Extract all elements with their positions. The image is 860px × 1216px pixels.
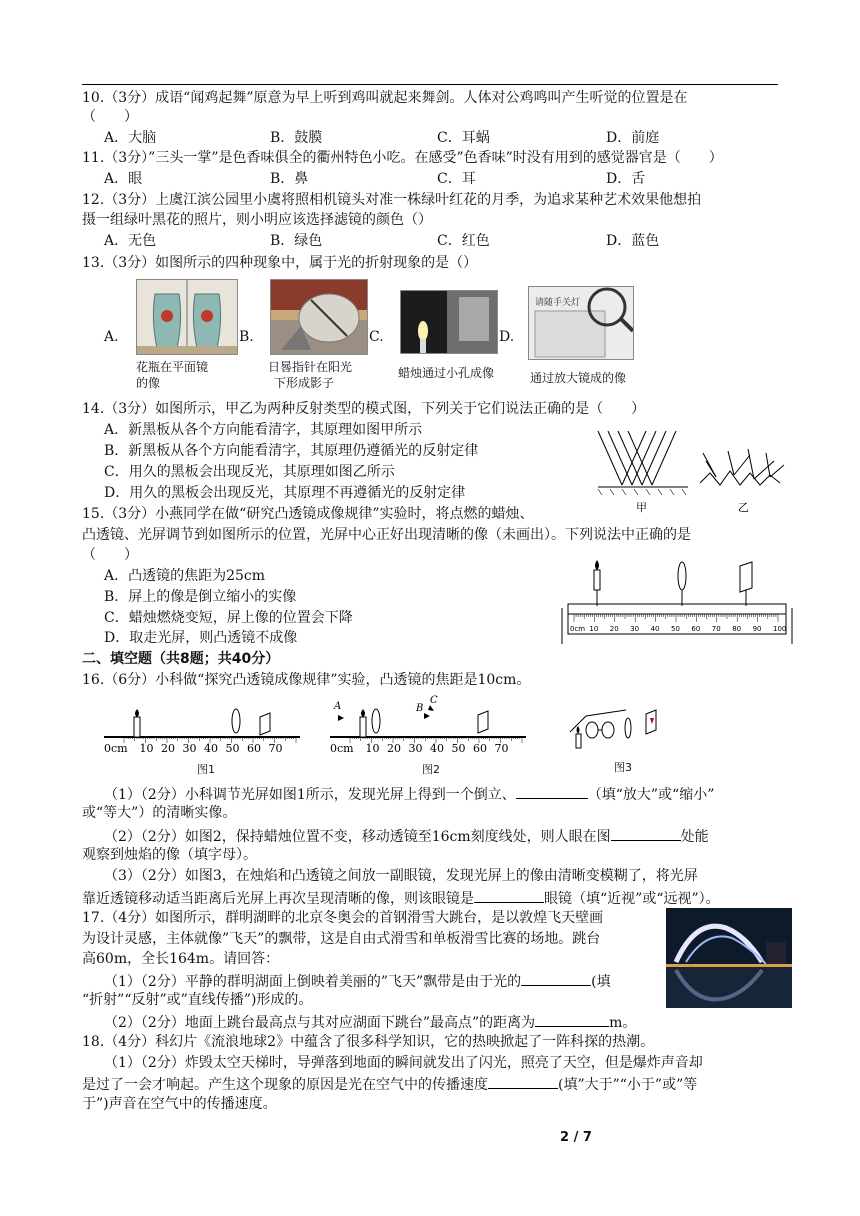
q17-line-2: 为设计灵感，主体就像”飞天”的飘带，这是自由式滑雪和单板滑雪比赛的场地。跳台 [82, 931, 601, 947]
q17-line-3: 高60m，全长164m。请回答： [82, 951, 280, 967]
q14-option-a[interactable]: A．新黑板从各个方向能看清字，其原理如图甲所示 [104, 422, 423, 438]
q16-figure-1 [104, 703, 300, 753]
q13-stem: 13.（3分）如图所示的四种现象中，属于光的折射现象的是（） [82, 255, 478, 271]
q17-part1-line2: “折射”“反射”或”直线传播”)形成的。 [82, 992, 313, 1008]
q15-stem-1: 15.（3分）小燕同学在做“研究凸透镜成像规律”实验时，将点燃的蜡烛、 [82, 506, 534, 522]
header-rule [82, 84, 778, 85]
q16-part2-line2: 观察到烛焰的像（填字母）。 [82, 847, 257, 863]
q13-caption-b-2: 下形成影子 [274, 376, 335, 390]
q16-ruler-label: 40 [430, 742, 444, 753]
q17-blank-2[interactable] [535, 1012, 609, 1027]
q16-caption-fig2: 图2 [422, 763, 440, 776]
q13-letter-a[interactable]: A. [104, 329, 119, 345]
q11-option-b[interactable]: B．鼻 [270, 171, 309, 187]
q16-ruler-label: 30 [182, 742, 197, 753]
q16-blank-3[interactable] [474, 888, 544, 903]
q12-option-b[interactable]: B．绿色 [270, 233, 323, 249]
q14-option-b[interactable]: B．新黑板从各个方向能看清字，其原理仍遵循光的反射定律 [104, 443, 479, 459]
q16-letter-c: C [430, 695, 438, 706]
q16-part1-line1: （1）（2分）小科调节光屏如图1所示，发现光屏上得到一个倒立、 （填“放大”或“缩小” [104, 784, 714, 804]
q11-option-a[interactable]: A．眼 [104, 171, 143, 187]
page-number: 2 / 7 [560, 1130, 592, 1145]
q15-stem-2: 凸透镜、光屏调节到如图所示的位置，光屏中心正好出现清晰的像（未画出）。下列说法中正确的是 [82, 527, 691, 543]
q14-stem: 14.（3分）如图所示，甲乙为两种反射类型的模式图，下列关于它们说法正确的是（ ） [82, 401, 646, 417]
q15-option-d[interactable]: D．取走光屏，则凸透镜不成像 [104, 630, 298, 646]
q15-ruler-label: 80 [732, 625, 742, 633]
q13-image-magnifier [528, 286, 634, 360]
q11-stem: 11.（3分）”三头一掌”是色香味俱全的衢州特色小吃。在感受”色香味”时没有用到的感觉器官是（ ） [82, 150, 723, 166]
q13-image-vase [136, 279, 238, 355]
q15-ruler-label: 10 [589, 625, 599, 633]
q10-option-c[interactable]: C．耳蜗 [437, 130, 490, 146]
q16-blank-1[interactable] [516, 784, 588, 799]
q16-ruler-label: 40 [204, 742, 218, 753]
q16-ruler-label: 0cm [330, 742, 354, 753]
q13-letter-c[interactable]: C. [369, 329, 384, 345]
q16-ruler-label: 50 [451, 742, 466, 753]
q15-ruler-label: 40 [650, 625, 660, 633]
q15-ruler-label: 0cm [570, 625, 586, 633]
q15-ruler-label: 60 [691, 625, 701, 633]
q16-ruler-label: 10 [365, 742, 380, 753]
q15-ruler-label: 70 [711, 625, 721, 633]
q15-option-c[interactable]: C．蜡烛燃烧变短，屏上像的位置会下降 [104, 610, 353, 626]
q18-blank-1[interactable] [488, 1074, 558, 1089]
q10-option-a[interactable]: A．大脑 [104, 130, 157, 146]
q16-blank-2[interactable] [611, 826, 681, 841]
q14-fig-label-jia: 甲 [636, 501, 647, 514]
q15-ruler-label: 50 [671, 625, 680, 633]
q13-sign-text: 请随手关灯 [535, 298, 581, 308]
q16-figure-3 [556, 706, 672, 754]
q16-ruler-label: 60 [247, 742, 261, 753]
q11-option-d[interactable]: D．舌 [606, 171, 646, 187]
q18-part1-line2: 是过了一会才响起。产生这个现象的原因是光在空气中的传播速度 (填”大于”“小于”或”等 [82, 1074, 697, 1094]
q14-option-d[interactable]: D．用久的黑板会出现反光，其原理不再遵循光的反射定律 [104, 485, 466, 501]
q13-letter-b[interactable]: B. [239, 329, 254, 345]
q15-ruler-label: 20 [609, 625, 619, 633]
q10-option-d[interactable]: D．前庭 [606, 130, 660, 146]
q13-image-sundial [270, 279, 368, 355]
q16-part2-line1: （2）（2分）如图2，保持蜡烛位置不变，移动透镜至16cm刻度线处，则人眼在图 处能 [104, 826, 709, 846]
q16-ruler-label: 70 [268, 742, 283, 753]
q16-ruler-label: 60 [473, 742, 487, 753]
q16-caption-fig1: 图1 [197, 763, 215, 776]
q15-paren: （ ） [82, 547, 138, 563]
q13-caption-c: 蜡烛通过小孔成像 [398, 366, 495, 380]
q15-ruler-label: 100 [773, 625, 787, 633]
q12-stem-2: 摄一组绿叶黑花的照片，则小明应该选择滤镜的颜色（） [82, 212, 432, 228]
q16-part3-line2: 靠近透镜移动适当距离后光屏上再次呈现清晰的像，则该眼镜是 眼镜（填“近视”或“远视”）。 [82, 888, 720, 908]
q16-figure-2 [330, 695, 526, 753]
q17-blank-1[interactable] [521, 971, 591, 986]
q16-ruler-label: 70 [494, 742, 509, 753]
q12-option-a[interactable]: A．无色 [104, 233, 157, 249]
q13-caption-a-1: 花瓶在平面镜 [136, 360, 209, 374]
q16-letter-b: B [416, 703, 424, 714]
q18-stem: 18.（4分）科幻片《流浪地球2》中蕴含了很多科学知识，它的热映掀起了一阵科探的热潮。 [82, 1034, 655, 1050]
q17-part1-line1: （1）（2分）平静的群明湖面上倒映着美丽的”飞天”飘带是由于光的 (填 [104, 971, 611, 991]
q10-paren: （ ） [82, 109, 138, 125]
q11-option-c[interactable]: C．耳 [437, 171, 476, 187]
q18-part1-line1: （1）（2分）炸毁太空天梯时，导弹落到地面的瞬间就发出了闪光，照亮了天空，但是爆炸声音却 [104, 1055, 703, 1071]
q16-ruler-label: 30 [408, 742, 423, 753]
q16-ruler-label: 10 [139, 742, 154, 753]
q14-reflection-diagram [588, 425, 788, 515]
q13-caption-a-2: 的像 [136, 376, 161, 390]
q13-caption-d: 通过放大镜成的像 [530, 371, 627, 385]
section-2-heading: 二、填空题（共8题；共40分） [82, 651, 280, 667]
q16-ruler-label: 0cm [104, 742, 128, 753]
q16-ruler-label: 20 [387, 742, 401, 753]
q15-option-b[interactable]: B．屏上的像是倒立缩小的实像 [104, 589, 297, 605]
q10-stem: 10.（3分）成语“闻鸡起舞”原意为早上听到鸡叫就起来舞剑。人体对公鸡鸣叫产生听觉的位置是在 [82, 90, 688, 106]
q17-line-1: 17.（4分）如图所示，群明湖畔的北京冬奥会的首钢滑雪大跳台，是以敦煌飞天壁画 [82, 910, 604, 926]
q13-caption-b-1: 日晷指针在阳光 [268, 360, 353, 374]
q14-option-c[interactable]: C．用久的黑板会出现反光，其原理如图乙所示 [104, 464, 395, 480]
q16-part1-line2: 或“等大”）的清晰实像。 [82, 805, 237, 821]
q12-option-c[interactable]: C．红色 [437, 233, 490, 249]
q12-option-d[interactable]: D．蓝色 [606, 233, 660, 249]
q16-stem: 16.（6分）小科做“探究凸透镜成像规律”实验，凸透镜的焦距是10cm。 [82, 672, 531, 688]
q17-ski-jump-photo [666, 908, 792, 1008]
q16-caption-fig3: 图3 [614, 761, 632, 774]
q16-ruler-label: 50 [225, 742, 240, 753]
q18-part1-line3: 于”)声音在空气中的传播速度。 [82, 1096, 277, 1112]
q16-part3-line1: （3）（2分）如图3，在烛焰和凸透镜之间放一副眼镜，发现光屏上的像由清晰变模糊了，将光屏 [104, 868, 698, 884]
q15-ruler-label: 90 [752, 625, 762, 633]
q15-ruler-label: 30 [630, 625, 640, 633]
q14-fig-label-yi: 乙 [738, 501, 749, 514]
q13-letter-d[interactable]: D. [499, 329, 515, 345]
q16-ruler-label: 20 [161, 742, 175, 753]
q15-option-a[interactable]: A．凸透镜的焦距为25cm [104, 568, 266, 584]
q12-stem-1: 12.（3分）上虞江滨公园里小虞将照相机镜头对准一株绿叶红花的月季，为追求某种艺术效果他想拍 [82, 192, 702, 208]
q13-image-pinhole [400, 290, 498, 354]
q17-part2: （2）（2分）地面上跳台最高点与其对应湖面下跳台”最高点”的距离为 m。 [104, 1012, 636, 1032]
q16-letter-a: A [334, 701, 342, 712]
q10-option-b[interactable]: B．鼓膜 [270, 130, 323, 146]
q15-optical-bench [556, 556, 796, 646]
